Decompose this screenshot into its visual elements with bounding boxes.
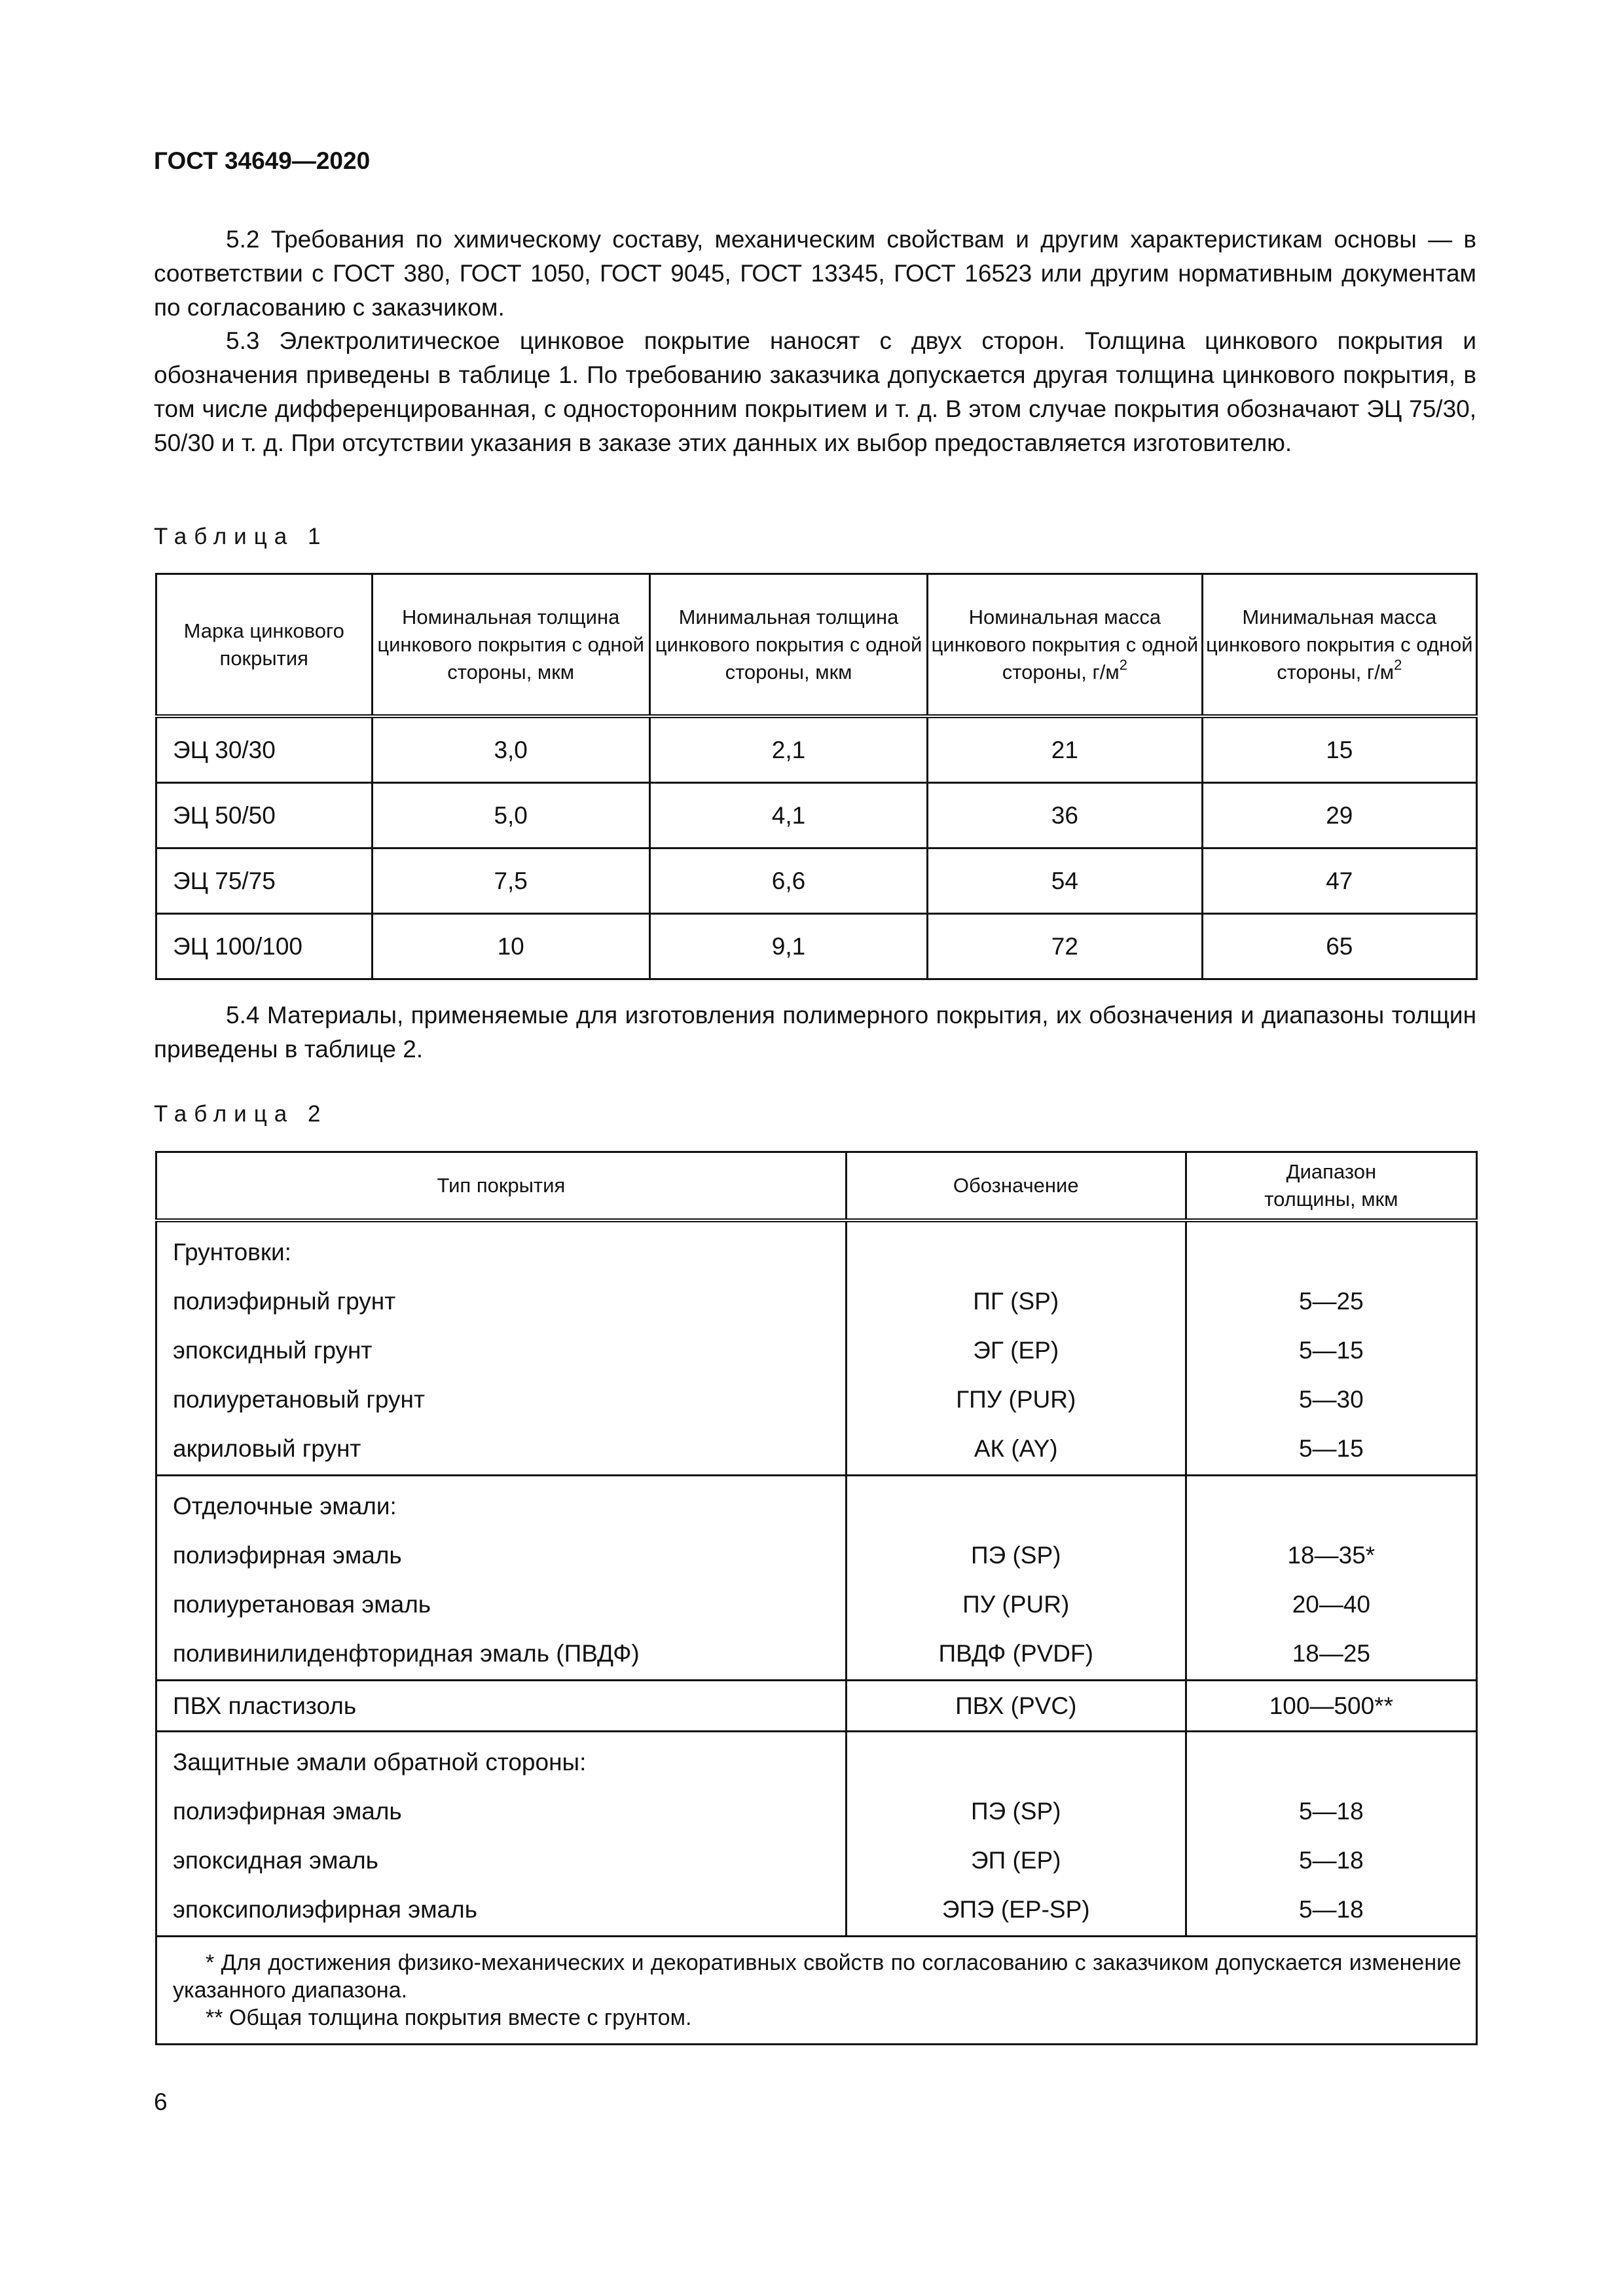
table-2 xyxy=(155,1151,1478,2045)
coating-name: полиэфирная эмаль xyxy=(173,1542,402,1569)
footnote-2: ** Общая толщина покрытия вместе с грунтом. xyxy=(206,2005,692,2030)
coating-name: акриловый грунт xyxy=(173,1435,361,1462)
table-row xyxy=(156,848,1477,914)
table-cell: ЭЦ 100/100 xyxy=(156,914,373,979)
table-cell: 54 xyxy=(928,848,1202,914)
table-1 xyxy=(155,573,1478,980)
coating-code: АК (AY) xyxy=(974,1435,1058,1462)
thickness-range: 5—18 xyxy=(1298,1896,1364,1923)
table-2-caption: Таблица 2 xyxy=(154,1101,328,1127)
t1-header-nominal-thickness: Номинальная толщина цинкового покрытия с одной стороны, мкм xyxy=(372,574,649,717)
coating-name: поливинилиденфторидная эмаль (ПВДФ) xyxy=(173,1640,640,1667)
coating-code: ПГ (SP) xyxy=(973,1288,1059,1315)
table-cell: 2,1 xyxy=(649,716,927,783)
thickness-range: 5—18 xyxy=(1298,1847,1364,1874)
table-cell: 10 xyxy=(372,914,649,979)
page-number: 6 xyxy=(154,2088,168,2115)
thickness-range: 5—15 xyxy=(1298,1337,1364,1364)
table-cell: 9,1 xyxy=(649,914,927,979)
table-cell: 6,6 xyxy=(649,848,927,914)
table-cell: 21 xyxy=(928,716,1202,783)
thickness-range: 100—500** xyxy=(1269,1692,1393,1719)
table-2-header-row xyxy=(156,1152,1477,1221)
coating-code: ПЭ (SP) xyxy=(971,1798,1061,1825)
t1-header-grade: Марка цинкового покрытия xyxy=(156,574,373,717)
coating-name: эпоксиполиэфирная эмаль xyxy=(173,1896,477,1923)
paragraph-5-3: 5.3 Электролитическое цинковое покрытие наносят с двух сторон. Толщина цинкового покрытия и обозначения приведены в таблице 1. По требованию заказчика допускается другая толщина цинкового покрытия, в том числе дифференцированная, с односторонним покрытием и т. д. В этом случае покрытия обозначают ЭЦ 75/30, 50/30 и т. д. При отсутствии указания в заказе этих данных их выбор предоставляется изготовителю. xyxy=(154,327,1476,456)
paragraph-5-4: 5.4 Материалы, применяемые для изготовления полимерного покрытия, их обозначения и диапазоны толщин приведены в таблице 2. xyxy=(154,1002,1476,1063)
group-title: Отделочные эмали: xyxy=(173,1493,397,1520)
t1-header-nominal-mass: Номинальная масса цинкового покрытия с одной стороны, $г/м^2$ xyxy=(928,574,1202,717)
table-row xyxy=(156,716,1477,783)
group-title: Защитные эмали обратной стороны: xyxy=(173,1749,587,1776)
coating-name: полиуретановый грунт xyxy=(173,1386,425,1413)
table-group-primers xyxy=(156,1220,1477,1476)
table-cell: 15 xyxy=(1202,716,1476,783)
table-cell: 7,5 xyxy=(372,848,649,914)
table-2-notes-row xyxy=(156,1937,1477,2045)
coating-code: ГПУ (PUR) xyxy=(956,1386,1076,1413)
footnote-1: * Для достижения физико-механических и декоративных свойств по согласованию с заказчиком допускается изменение указанного диапазона. xyxy=(173,1950,1461,2003)
table-cell: 4,1 xyxy=(649,783,927,848)
t2-header-type: Тип покрытия xyxy=(156,1152,847,1221)
coating-code: ПВХ (PVC) xyxy=(955,1692,1077,1719)
table-cell: 47 xyxy=(1202,848,1476,914)
table-cell: ЭЦ 50/50 xyxy=(156,783,373,848)
coating-name: эпоксидный грунт xyxy=(173,1337,373,1364)
thickness-range: 18—25 xyxy=(1292,1640,1370,1667)
thickness-range: 20—40 xyxy=(1292,1591,1370,1618)
coating-name: полиэфирная эмаль xyxy=(173,1798,402,1825)
coating-code: ЭПЭ (EP-SP) xyxy=(941,1896,1090,1923)
table-row xyxy=(156,783,1477,848)
table-1-header-row xyxy=(156,574,1477,717)
coating-name: эпоксидная эмаль xyxy=(173,1847,378,1874)
document-code: ГОСТ 34649—2020 xyxy=(154,147,371,174)
table-cell: ЭЦ 30/30 xyxy=(156,716,373,783)
table-row-pvc xyxy=(156,1681,1477,1732)
coating-code: ПУ (PUR) xyxy=(962,1591,1070,1618)
coating-name: ПВХ пластизоль xyxy=(173,1692,357,1719)
t2-header-range: Диапазон толщины, мкм xyxy=(1186,1152,1476,1221)
table-cell: ЭЦ 75/75 xyxy=(156,848,373,914)
coating-code: ЭГ (EP) xyxy=(973,1337,1059,1364)
thickness-range: 5—30 xyxy=(1298,1386,1364,1413)
table-cell: 72 xyxy=(928,914,1202,979)
table-1-caption: Таблица 1 xyxy=(154,524,328,549)
group-title: Грунтовки: xyxy=(173,1239,291,1266)
table-cell: 36 xyxy=(928,783,1202,848)
table-row xyxy=(156,914,1477,979)
table-cell: 3,0 xyxy=(372,716,649,783)
table-group-backside-enamels xyxy=(156,1732,1477,1937)
thickness-range: 18—35* xyxy=(1287,1542,1376,1569)
t1-header-min-mass: Минимальная масса цинкового покрытия с одной стороны, $г/м^2$ xyxy=(1202,574,1476,717)
thickness-range: 5—18 xyxy=(1298,1798,1364,1825)
paragraph-5-2: 5.2 Требования по химическому составу, механическим свойствам и другим характеристикам основы — в соответствии с ГОСТ 380, ГОСТ 1050, ГОСТ 9045, ГОСТ 13345, ГОСТ 16523 или другим нормативным документам по согласованию с заказчиком. xyxy=(154,226,1476,321)
table-cell: 5,0 xyxy=(372,783,649,848)
coating-code: ПЭ (SP) xyxy=(971,1542,1061,1569)
table-group-finishing-enamels xyxy=(156,1476,1477,1681)
coating-code: ПВДФ (PVDF) xyxy=(938,1640,1093,1667)
t2-header-code: Обозначение xyxy=(846,1152,1186,1221)
coating-code: ЭП (EP) xyxy=(971,1847,1061,1874)
thickness-range: 5—25 xyxy=(1298,1288,1364,1315)
table-cell: 29 xyxy=(1202,783,1476,848)
t1-header-min-thickness: Минимальная толщина цинкового покрытия с одной стороны, мкм xyxy=(649,574,927,717)
coating-name: полиуретановая эмаль xyxy=(173,1591,431,1618)
coating-name: полиэфирный грунт xyxy=(173,1288,396,1315)
thickness-range: 5—15 xyxy=(1298,1435,1364,1462)
table-cell: 65 xyxy=(1202,914,1476,979)
